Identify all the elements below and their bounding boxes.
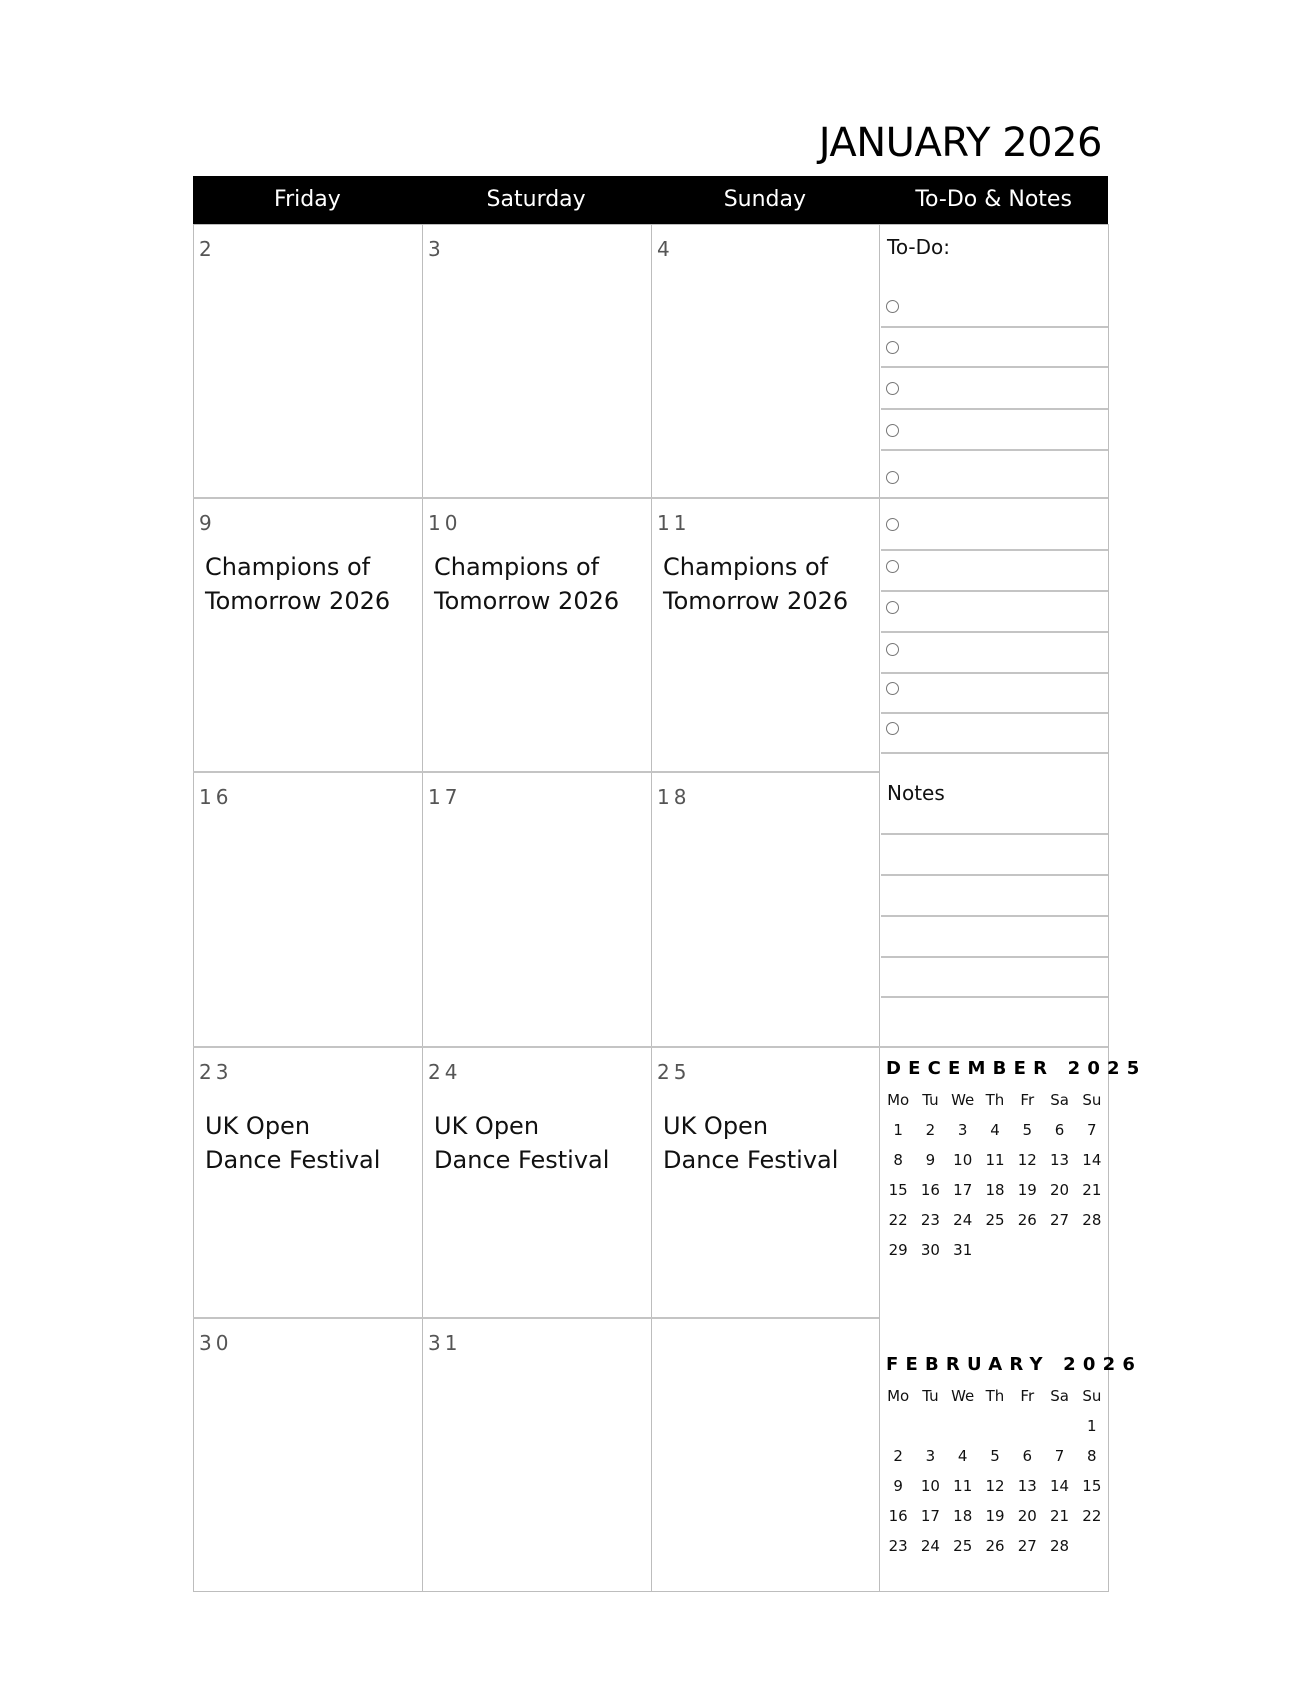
day-number: 23 (199, 1060, 233, 1084)
weekday-label: Fr (1020, 1091, 1035, 1109)
mini-date: 21 (1082, 1181, 1102, 1199)
header-saturday: Saturday (486, 187, 586, 212)
header-sunday: Sunday (723, 187, 807, 212)
day-cell[interactable] (651, 1047, 879, 1318)
mini-calendar-week (882, 1175, 1108, 1205)
mini-date: 17 (920, 1507, 940, 1525)
mini-date: 30 (920, 1241, 940, 1259)
mini-calendar-title: FEBRUARY 2026 (886, 1354, 1143, 1375)
day-number: 30 (199, 1331, 233, 1355)
mini-date: 28 (1050, 1537, 1070, 1555)
todo-line (881, 631, 1108, 633)
mini-date: 11 (953, 1477, 973, 1495)
mini-date: 19 (985, 1507, 1005, 1525)
todo-label: To-Do: (887, 235, 951, 259)
day-number: 2 (199, 237, 216, 261)
day-number: 18 (657, 785, 691, 809)
day-cell-empty (651, 1318, 879, 1591)
mini-date: 23 (920, 1211, 940, 1229)
day-cell[interactable] (422, 1047, 651, 1318)
mini-calendar-week (882, 1411, 1108, 1441)
day-cell[interactable] (193, 1047, 422, 1318)
notes-label: Notes (887, 781, 945, 805)
mini-date: 6 (1022, 1447, 1033, 1465)
circle-checkbox-icon[interactable] (886, 643, 899, 656)
mini-date: 2 (893, 1447, 903, 1465)
mini-date: 22 (1082, 1507, 1102, 1525)
mini-date: 27 (1050, 1211, 1070, 1229)
circle-checkbox-icon[interactable] (886, 560, 899, 573)
day-cell[interactable] (651, 498, 879, 772)
mini-date: 17 (953, 1181, 973, 1199)
column-divider (879, 224, 880, 1591)
mini-date: 13 (1017, 1477, 1037, 1495)
day-number: 4 (657, 237, 674, 261)
mini-calendar-week (882, 1531, 1108, 1561)
mini-date: 7 (1054, 1447, 1065, 1465)
mini-date: 31 (953, 1241, 973, 1259)
circle-checkbox-icon[interactable] (886, 341, 899, 354)
header-todo-notes: To-Do & Notes (915, 187, 1072, 212)
day-cell[interactable] (193, 772, 422, 1047)
mini-date: 24 (953, 1211, 973, 1229)
mini-date: 14 (1082, 1151, 1102, 1169)
mini-date: 3 (925, 1447, 936, 1465)
mini-calendar-week (882, 1471, 1108, 1501)
mini-calendar-week (882, 1501, 1108, 1531)
event-title-line: Champions of (434, 553, 600, 581)
event-title-line: Dance Festival (663, 1146, 839, 1174)
mini-date: 28 (1082, 1211, 1102, 1229)
mini-date: 6 (1054, 1121, 1065, 1139)
day-cell[interactable] (422, 224, 651, 498)
weekday-label: We (951, 1387, 975, 1405)
day-cell[interactable] (651, 224, 879, 498)
mini-date: 8 (893, 1151, 903, 1169)
circle-checkbox-icon[interactable] (886, 518, 899, 531)
weekday-label: Mo (887, 1091, 910, 1109)
event-title-line: Tomorrow 2026 (434, 587, 620, 615)
mini-date: 18 (953, 1507, 973, 1525)
weekday-label: We (951, 1091, 975, 1109)
weekday-label: Sa (1050, 1091, 1069, 1109)
mini-date: 25 (985, 1211, 1005, 1229)
mini-date: 20 (1017, 1507, 1037, 1525)
mini-date: 23 (888, 1537, 908, 1555)
weekday-header (193, 176, 1108, 224)
notes-line[interactable] (881, 996, 1108, 998)
todo-line (881, 449, 1108, 451)
weekday-label: Fr (1020, 1387, 1035, 1405)
mini-date: 15 (888, 1181, 908, 1199)
day-number: 10 (428, 511, 462, 535)
todo-line (881, 752, 1108, 754)
event-title-line: Champions of (205, 553, 371, 581)
mini-calendar-week (882, 1235, 1108, 1265)
mini-date: 20 (1050, 1181, 1070, 1199)
mini-date: 19 (1017, 1181, 1037, 1199)
mini-date: 9 (893, 1477, 903, 1495)
notes-line[interactable] (881, 956, 1108, 958)
todo-line (881, 590, 1108, 592)
page-title: JANUARY 2026 (818, 120, 1102, 166)
mini-calendar-week (882, 1115, 1108, 1145)
header-friday: Friday (274, 187, 341, 212)
day-number: 24 (428, 1060, 462, 1084)
mini-calendar-february-2026 (882, 1353, 1143, 1561)
notes-line[interactable] (881, 833, 1108, 835)
mini-date: 25 (953, 1537, 973, 1555)
mini-date: 12 (1017, 1151, 1037, 1169)
day-cell[interactable] (193, 498, 422, 772)
mini-date: 7 (1087, 1121, 1097, 1139)
event-title-line: Tomorrow 2026 (205, 587, 391, 615)
mini-date: 2 (925, 1121, 936, 1139)
todo-line (881, 712, 1108, 714)
circle-checkbox-icon[interactable] (886, 382, 899, 395)
todo-line (881, 326, 1108, 328)
notes-line[interactable] (881, 874, 1108, 876)
day-number: 3 (428, 237, 445, 261)
mini-date: 5 (990, 1447, 1000, 1465)
mini-date: 4 (990, 1121, 1000, 1139)
mini-date: 14 (1050, 1477, 1070, 1495)
mini-date: 12 (985, 1477, 1005, 1495)
event-title-line: UK Open (205, 1112, 311, 1140)
mini-date: 22 (888, 1211, 908, 1229)
day-cell[interactable] (193, 224, 422, 498)
mini-date: 15 (1082, 1477, 1102, 1495)
day-cell[interactable] (422, 1318, 651, 1591)
todo-line (881, 408, 1108, 410)
mini-date: 16 (920, 1181, 940, 1199)
day-number: 17 (428, 785, 462, 809)
day-number: 31 (428, 1331, 462, 1355)
notes-line[interactable] (881, 915, 1108, 917)
circle-checkbox-icon[interactable] (886, 424, 899, 437)
todo-line (881, 672, 1108, 674)
mini-calendar-week (882, 1205, 1108, 1235)
mini-date: 1 (1087, 1417, 1097, 1435)
weekday-label: Th (985, 1091, 1005, 1109)
circle-checkbox-icon[interactable] (886, 300, 899, 313)
mini-date: 26 (985, 1537, 1005, 1555)
mini-date: 16 (888, 1507, 908, 1525)
day-number: 9 (199, 511, 216, 535)
weekday-label: Th (985, 1387, 1005, 1405)
event-title-line: UK Open (663, 1112, 769, 1140)
mini-date: 4 (957, 1447, 968, 1465)
day-number: 11 (657, 511, 691, 535)
mini-date: 13 (1050, 1151, 1070, 1169)
mini-date: 5 (1022, 1121, 1033, 1139)
mini-date: 27 (1017, 1537, 1037, 1555)
weekday-label: Mo (887, 1387, 910, 1405)
event-title-line: Dance Festival (205, 1146, 381, 1174)
weekday-label: Sa (1050, 1387, 1069, 1405)
todo-line (881, 549, 1108, 551)
circle-checkbox-icon[interactable] (886, 471, 899, 484)
mini-calendar-weekdays (882, 1085, 1108, 1115)
mini-date: 10 (920, 1477, 940, 1495)
event-title-line: UK Open (434, 1112, 540, 1140)
day-number: 16 (199, 785, 233, 809)
mini-date: 3 (957, 1121, 968, 1139)
mini-date: 21 (1050, 1507, 1070, 1525)
event-title-line: Tomorrow 2026 (663, 587, 849, 615)
mini-calendar-week (882, 1441, 1108, 1471)
mini-date: 1 (893, 1121, 903, 1139)
day-cell[interactable] (422, 498, 651, 772)
weekday-label: Tu (922, 1387, 939, 1405)
todo-line (881, 366, 1108, 368)
mini-date: 8 (1087, 1447, 1097, 1465)
circle-checkbox-icon[interactable] (886, 601, 899, 614)
event-title-line: Dance Festival (434, 1146, 610, 1174)
mini-calendar-week (882, 1145, 1108, 1175)
mini-date: 26 (1017, 1211, 1037, 1229)
mini-date: 11 (985, 1151, 1005, 1169)
weekday-label: Su (1082, 1387, 1102, 1405)
mini-date: 10 (953, 1151, 973, 1169)
day-number: 25 (657, 1060, 691, 1084)
day-cell[interactable] (193, 1318, 422, 1591)
day-cell[interactable] (422, 772, 651, 1047)
day-cell[interactable] (651, 772, 879, 1047)
weekday-label: Su (1082, 1091, 1102, 1109)
mini-calendar-weekdays (882, 1381, 1108, 1411)
weekday-label: Tu (922, 1091, 939, 1109)
mini-date: 9 (925, 1151, 936, 1169)
circle-checkbox-icon[interactable] (886, 722, 899, 735)
mini-date: 18 (985, 1181, 1005, 1199)
mini-calendar-december-2025 (882, 1057, 1147, 1265)
event-title-line: Champions of (663, 553, 829, 581)
mini-date: 24 (920, 1537, 940, 1555)
mini-date: 29 (888, 1241, 908, 1259)
circle-checkbox-icon[interactable] (886, 682, 899, 695)
mini-calendar-title: DECEMBER 2025 (886, 1058, 1147, 1079)
